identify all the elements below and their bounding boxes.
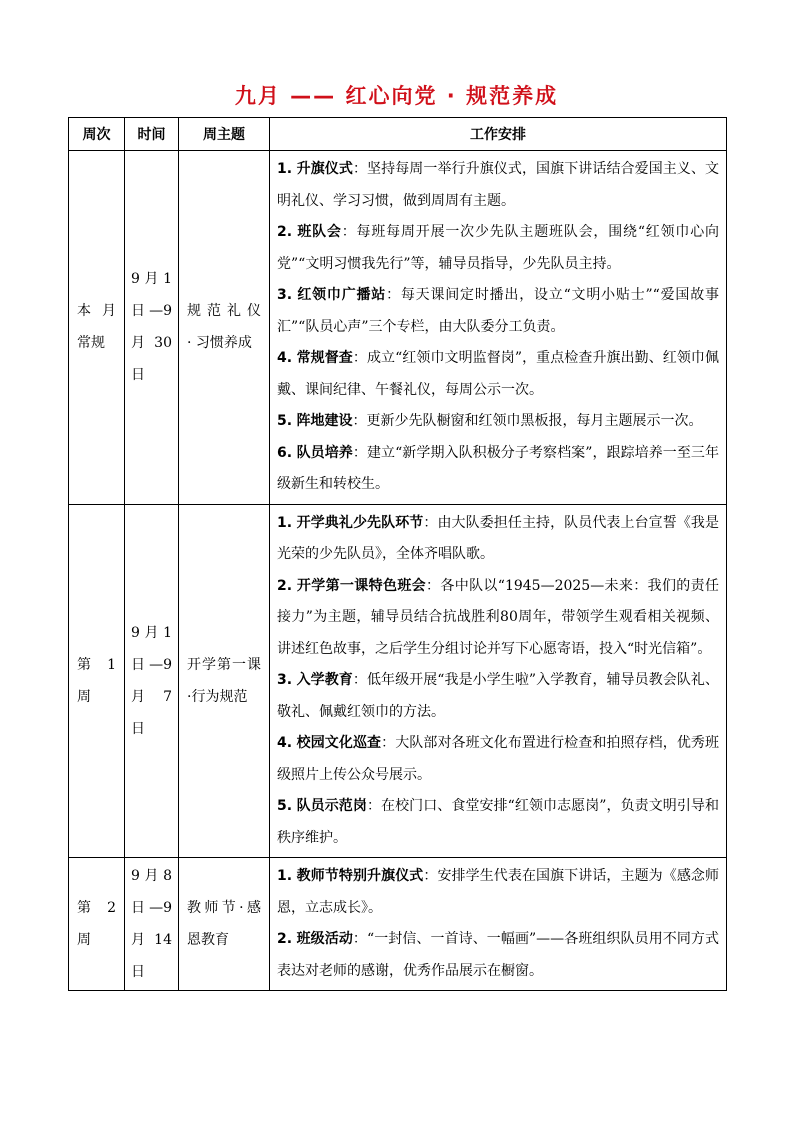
task-keyword: 常规督查 [296, 350, 353, 366]
task-item [277, 343, 719, 406]
tasks-cell [270, 858, 727, 991]
work-plan-table [68, 117, 727, 991]
task-keyword: 入学教育 [296, 672, 353, 688]
task-number: 3. [277, 672, 293, 688]
time-cell: 9月8日—9月14日 [125, 858, 179, 991]
task-item [277, 665, 719, 728]
table-row [69, 151, 727, 505]
week-cell: 本 月常规 [69, 151, 125, 505]
task-number: 2. [277, 577, 293, 594]
task-item [277, 406, 719, 438]
task-number: 6. [277, 444, 293, 461]
task-item [277, 438, 719, 501]
tasks-cell [270, 151, 727, 505]
table-header-row [69, 118, 727, 151]
time-cell: 9月1日—9月30日 [125, 151, 179, 505]
task-text: ：各中队以“1945—2025—未来：我们的责任接力”为主题，辅导员结合抗战胜利80周年，带领学生观看相关视频、讲述红色故事，之后学生分组讨论并写下心愿寄语，投入“时光信箱”。 [277, 577, 720, 657]
column-header-week: 周次 [69, 118, 125, 151]
task-item [277, 728, 719, 791]
task-number: 5. [277, 798, 293, 814]
task-keyword: 班队会 [297, 224, 342, 240]
task-keyword: 校园文化巡查 [296, 735, 382, 751]
column-header-tasks: 工作安排 [270, 118, 727, 151]
task-text: ：在校门口、食堂安排“红领巾志愿岗”，负责文明引导和秩序维护。 [277, 798, 720, 846]
table-row [69, 504, 727, 858]
task-item [277, 571, 719, 666]
task-number: 5. [277, 413, 293, 429]
task-item [277, 791, 719, 854]
task-item [277, 217, 719, 280]
task-text: ：低年级开展“我是小学生啦”入学教育，辅导员教会队礼、敬礼、佩戴红领巾的方法。 [277, 672, 719, 720]
task-text: ：更新少先队橱窗和红领巾黑板报，每月主题展示一次。 [352, 413, 703, 429]
task-item [277, 508, 719, 571]
task-text: ：每天课间定时播出，设立“文明小贴士”“爱国故事汇”“队员心声”三个专栏，由大队委分工负责。 [277, 287, 719, 335]
task-number: 4. [277, 350, 293, 366]
theme-cell: 开学第一课·行为规范 [179, 504, 270, 858]
task-text: ：建立“新学期入队积极分子考察档案”，跟踪培养一至三年级新生和转校生。 [277, 444, 719, 492]
task-keyword: 阵地建设 [296, 413, 353, 429]
task-item [277, 280, 719, 343]
task-item [277, 861, 719, 924]
task-number: 4. [277, 735, 293, 751]
task-number: 3. [277, 287, 293, 303]
task-keyword: 队员示范岗 [296, 798, 367, 814]
tasks-cell [270, 504, 727, 858]
task-number: 2. [277, 931, 293, 947]
task-number: 1. [277, 514, 293, 531]
task-keyword: 队员培养 [296, 444, 353, 461]
column-header-time: 时间 [125, 118, 179, 151]
week-cell: 第 1周 [69, 504, 125, 858]
time-cell: 9月1日—9月 7日 [125, 504, 179, 858]
task-keyword: 红领巾广播站 [297, 287, 387, 303]
task-number: 1. [277, 868, 293, 884]
task-text: ：“一封信、一首诗、一幅画”——各班组织队员用不同方式表达对老师的感谢，优秀作品展示在橱窗。 [277, 931, 720, 979]
table-row [69, 858, 727, 991]
task-keyword: 班级活动 [296, 931, 353, 947]
task-item [277, 154, 719, 217]
task-keyword: 开学典礼少先队环节 [296, 514, 424, 531]
theme-cell: 教师节·感恩教育 [179, 858, 270, 991]
task-number: 1. [277, 161, 293, 177]
task-text: ：每班每周开展一次少先队主题班队会，围绕“红领巾心向党”“文明习惯我先行”等，辅导员指导，少先队员主持。 [277, 224, 720, 272]
task-text: ：坚持每周一举行升旗仪式，国旗下讲话结合爱国主义、文明礼仪、学习习惯，做到周周有主题。 [277, 161, 720, 209]
task-keyword: 教师节特别升旗仪式 [296, 868, 424, 884]
task-keyword: 开学第一课特色班会 [296, 577, 427, 594]
task-number: 2. [277, 224, 293, 240]
page-title: 九月 —— 红心向党 · 规范养成 [234, 84, 559, 108]
task-text: ：成立“红领巾文明监督岗”，重点检查升旗出勤、红领巾佩戴、课间纪律、午餐礼仪，每周公示一次。 [277, 350, 719, 398]
theme-cell: 规 范 礼 仪 · 习惯养成 [179, 151, 270, 505]
week-cell: 第 2周 [69, 858, 125, 991]
task-text: ：大队部对各班文化布置进行检查和拍照存档，优秀班级照片上传公众号展示。 [277, 735, 720, 783]
task-keyword: 升旗仪式 [296, 161, 353, 177]
task-text: ：安排学生代表在国旗下讲话，主题为《感念师恩，立志成长》。 [277, 868, 720, 916]
column-header-theme: 周主题 [179, 118, 270, 151]
task-text: ：由大队委担任主持，队员代表上台宣誓《我是光荣的少先队员》，全体齐唱队歌。 [277, 514, 720, 562]
task-item [277, 924, 719, 987]
